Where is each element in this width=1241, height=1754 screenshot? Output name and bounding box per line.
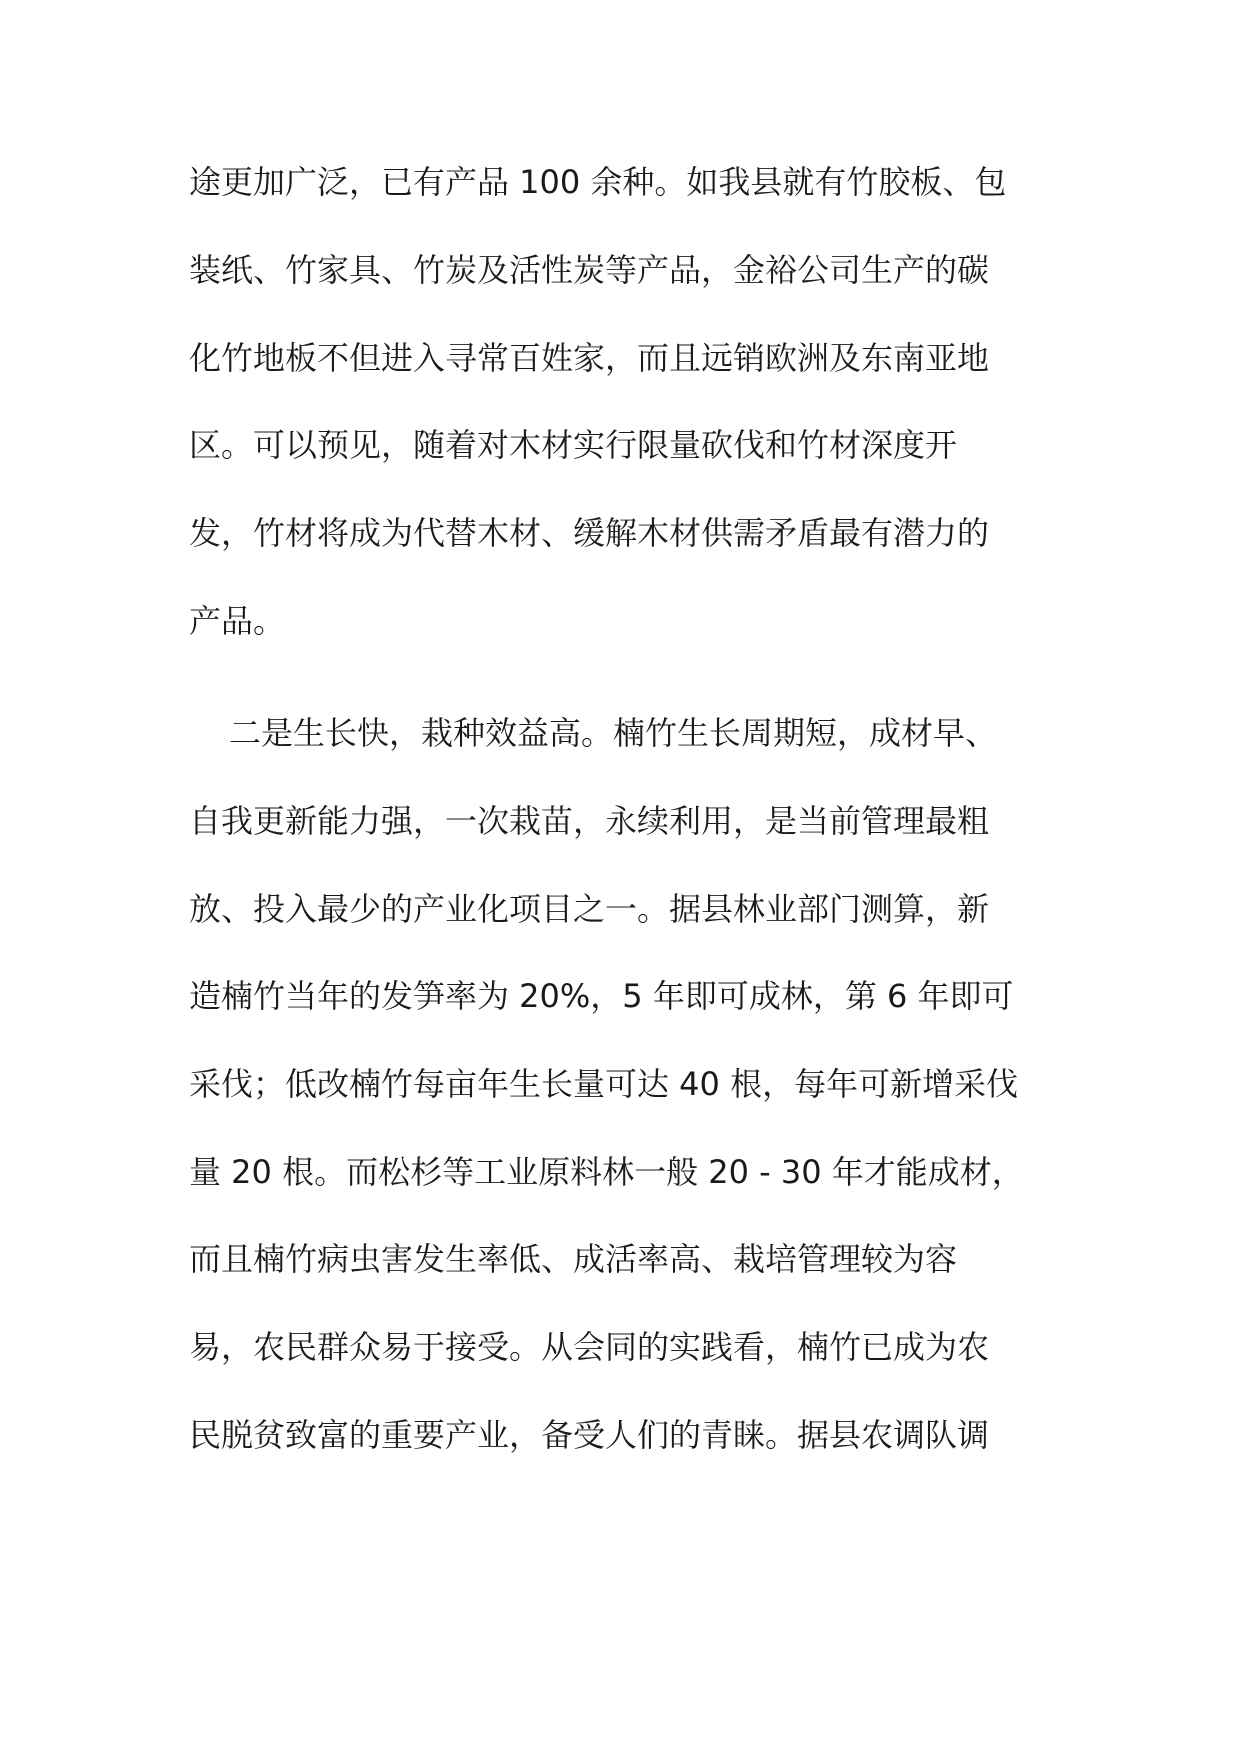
text-line: 装纸、竹家具、竹炭及活性炭等产品，金裕公司生产的碳 [189,251,990,289]
text-line: 化竹地板不但进入寻常百姓家，而且远销欧洲及东南亚地 [189,339,990,377]
text-line: 量 20 根。而松杉等工业原料林一般 20 - 30 年才能成材， [189,1153,1024,1191]
text-line: 二是生长快，栽种效益高。楠竹生长周期短，成材早、 [229,714,998,752]
text-line: 发，竹材将成为代替木材、缓解木材供需矛盾最有潜力的 [189,514,990,552]
text-line: 易，农民群众易于接受。从会同的实践看，楠竹已成为农 [189,1328,990,1366]
text-line: 采伐；低改楠竹每亩年生长量可达 40 根，每年可新增采伐 [189,1065,1019,1103]
text-line: 造楠竹当年的发笋率为 20%，5 年即可成林，第 6 年即可 [189,977,1014,1015]
text-line: 而且楠竹病虫害发生率低、成活率高、栽培管理较为容 [189,1240,958,1278]
text-line: 放、投入最少的产业化项目之一。据县林业部门测算，新 [189,890,990,928]
text-line: 民脱贫致富的重要产业，备受人们的青睐。据县农调队调 [189,1416,990,1454]
text-line: 产品。 [189,602,286,640]
text-line: 区。可以预见，随着对木材实行限量砍伐和竹材深度开 [189,426,958,464]
text-line: 自我更新能力强，一次栽苗，永续利用，是当前管理最粗 [189,802,990,840]
text-line: 途更加广泛，已有产品 100 余种。如我县就有竹胶板、包 [189,163,1007,201]
